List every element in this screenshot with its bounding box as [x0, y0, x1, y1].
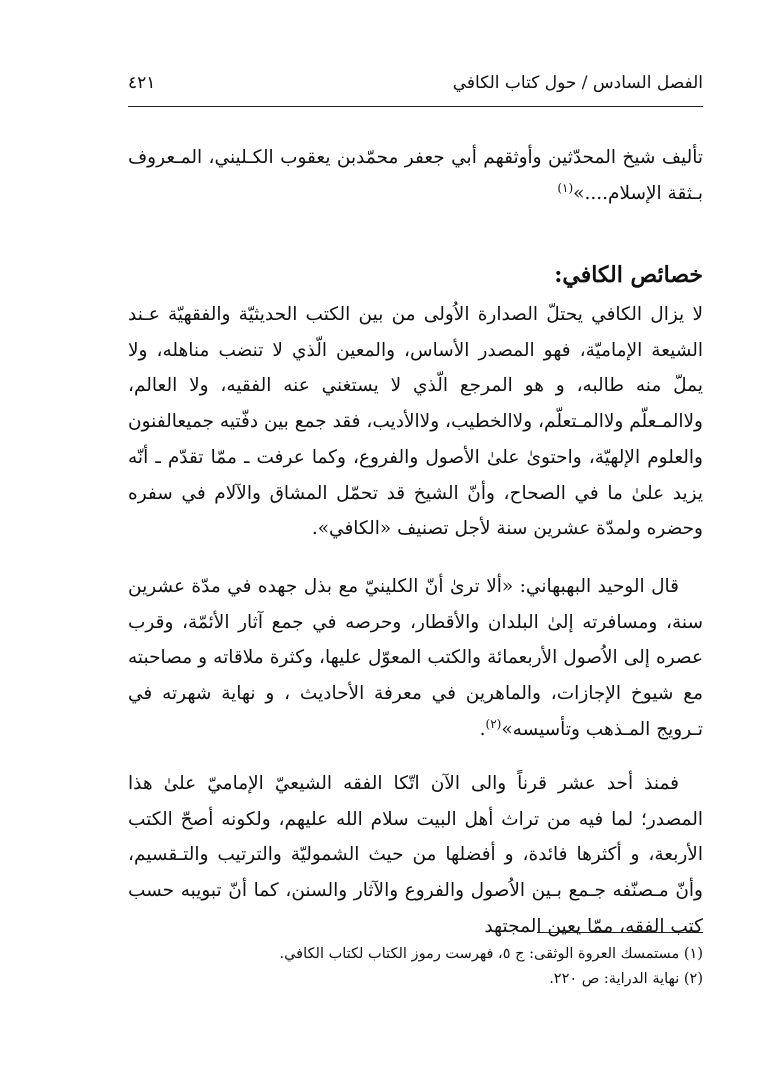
footnote-2: (٢) نهاية الدراية: ص ٢٢٠.: [549, 971, 703, 987]
page-number: ٤٢١: [128, 73, 156, 93]
footnote-rule: [537, 932, 703, 933]
paragraph-2-end: .: [479, 718, 486, 740]
paragraph-3: فمنذ أحد عشر قرناً والى الآن اتّكا الفقه الشيعيّ الإماميّ علىٰ هذا المصدر؛ لما فيه من تراث أهل البيت سلام الله عليهم، ولكونه أصحّ الكتب الأربعة، و أكثرها فائدة، و أفضلها من حيث الشموليّة والترتيب والتـقسيم، وأنّ مـصنّفه جـمع بـين الاُصول والفروع والآثار والسنن، كما أنّ تبويبه حسب كتب الفقه، ممّا يعين المجتهد: [128, 773, 703, 937]
footnote-ref-2: (٢): [485, 716, 502, 731]
footnote-1: (١) مستمسك العروة الوثقى: ج ٥، فهرست رموز الكتاب لكتاب الكافي.: [279, 946, 703, 962]
paragraph-2: [128, 569, 703, 748]
intro-text: تأليف شيخ المحدّثين وأوثقهم أبي جعفر محمّدبن يعقوب الكـليني، المـعروف بـثقة الإسلام....»: [128, 147, 703, 204]
header-rule: [128, 106, 703, 107]
intro-paragraph: [128, 140, 703, 211]
running-header: [128, 68, 703, 98]
paragraph-1: لا يزال الكافي يحتلّ الصدارة الاُولى من بين الكتب الحديثيّة والفقهيّة عـند الشيعة الإماميّة، فهو المصدر الأساس، والمعين الّذي لا تنضب مناهله، ولا يملّ منه طالبه، و هو المرجع الّذي لا يستغني عنه الفقيه، ولا العالم، ولاالمـعلّم ولاالمـتعلّم، ولاالخطيب، ولاالأديب، فقد جمع بين دفّتيه جميعالفنون والعلوم الإلهيّة، واحتوىٰ علىٰ الأصول والفروع، وكما عرفت ـ ممّا تقدّم ـ أنّه يزيد علىٰ ما في الصحاح، وأنّ الشيخ قد تحمّل المشاق والآلام في سفره وحضره ولمدّة عشرين سنة لأجل تصنيف «الكافي».: [128, 304, 703, 540]
paragraph-2-text: قال الوحيد البهبهاني: «ألا ترىٰ أنّ الكلينيّ مع بذل جهده في مدّة عشرين سنة، ومسافرته إلىٰ البلدان والأقطار، وحرصه في جمع آثار الأئمّة، وقرب عصره إلى الاُصول الأربعمائة والكتب المعوّل عليها، وكثرة ملاقاته و مصاحبته مع شيوخ الإجازات، والماهرين في معرفة الأحاديث ، و نهاية شهرته في تـرويج المـذهب وتأسيسه»: [128, 576, 703, 740]
footnotes: [128, 942, 703, 992]
footnote-ref-1: (١): [557, 180, 574, 195]
section-title: خصائص الكافي:: [554, 262, 703, 288]
running-title: الفصل السادس / حول كتاب الكافي: [452, 73, 703, 93]
book-page: [128, 0, 703, 1073]
